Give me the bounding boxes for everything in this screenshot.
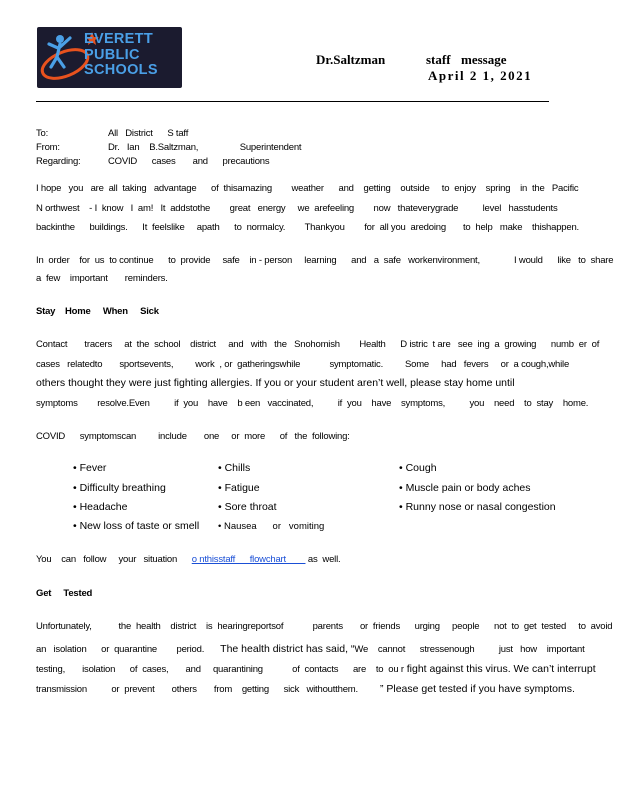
get-tested-line-4 bbox=[36, 679, 575, 697]
get-tested-line-4b: ” Please get tested if you have symptoms. bbox=[379, 683, 575, 695]
get-tested-line-2a: an isolation or quarantine period. bbox=[36, 644, 205, 655]
symptom-chills: • Chills bbox=[218, 462, 251, 474]
to-label: To: bbox=[36, 128, 49, 139]
paragraph-1-line-3: backinthe buildings. It feelslike apath to normalcy. Thankyou for all you aredoing to help make thishappen. bbox=[36, 222, 579, 233]
follow-prefix: You can follow your situation bbox=[36, 554, 192, 565]
header-message: message bbox=[461, 52, 507, 67]
symptoms-intro: COVID symptomscan include one or more of the following: bbox=[36, 431, 350, 442]
symptom-muscle-pain: • Muscle pain or body aches bbox=[399, 482, 531, 494]
get-tested-line-3 bbox=[36, 659, 596, 677]
paragraph-2-line-2: a few important reminders. bbox=[36, 273, 168, 284]
symptom-fever: • Fever bbox=[73, 462, 107, 474]
get-tested-line-2 bbox=[36, 639, 585, 657]
paragraph-2-line-1: In order for us to continue to provide safe in - person learning and a safe workenvironment, I would like to share bbox=[36, 255, 614, 266]
logo-wordmark bbox=[84, 32, 158, 79]
staff-flowchart-link[interactable]: o nthisstaff flowchart bbox=[191, 554, 306, 565]
section-heading-get-tested: Get Tested bbox=[36, 588, 93, 599]
header-date: April 2 1, 2021 bbox=[428, 68, 533, 83]
symptom-headache: • Headache bbox=[73, 501, 128, 513]
district-logo bbox=[37, 27, 182, 88]
get-tested-line-2b: The health district has said, “ bbox=[220, 643, 355, 655]
stay-home-line-1: Contact tracers at the school district and with the Snohomish Health D istric t are see ing a growing numb er of bbox=[36, 339, 600, 350]
to-value: All District S taff bbox=[108, 128, 189, 139]
stay-home-line-2: cases relatedto sportsevents, work , or gatheringswhile symptomatic. Some had fevers or a cough,while bbox=[36, 359, 570, 370]
section-heading-stay-home: Stay Home When Sick bbox=[36, 306, 159, 317]
regarding-label: Regarding: bbox=[36, 156, 81, 167]
paragraph-1-line-1: I hope you are all taking advantage of thisamazing weather and getting outside to enjoy spring in the Pacific bbox=[36, 183, 579, 194]
symptom-runny-nose: • Runny nose or nasal congestion bbox=[399, 501, 556, 513]
symptom-fatigue: • Fatigue bbox=[218, 482, 260, 494]
get-tested-line-2c: We cannot stressenough just how important bbox=[354, 644, 585, 655]
stay-home-line-3: others thought they were just fighting allergies. If you or your student aren’t well, please stay home until bbox=[36, 377, 515, 389]
get-tested-line-4a: transmission or prevent others from getting sick withoutthem. bbox=[36, 684, 358, 695]
regarding-value: COVID cases and precautions bbox=[108, 156, 270, 167]
get-tested-line-1: Unfortunately, the health district is hearingreportsof parents or friends urging people not to get tested to avoid bbox=[36, 621, 613, 632]
stay-home-line-4: symptoms resolve.Even if you have b een vaccinated, if you have symptoms, you need to stay home. bbox=[36, 398, 589, 409]
follow-suffix: as well. bbox=[305, 554, 341, 565]
header-divider bbox=[36, 101, 549, 102]
logo-line-1: EVERETT bbox=[84, 31, 153, 47]
from-label: From: bbox=[36, 142, 60, 153]
get-tested-line-3a: testing, isolation of cases, and quarantining of contacts are to ou r bbox=[36, 664, 404, 675]
paragraph-1-line-2: N orthwest - I know I am! It addstothe great energy we arefeeling now thateverygrade level hasstudents bbox=[36, 203, 558, 214]
symptom-nausea: • Nausea or vomiting bbox=[218, 521, 325, 532]
logo-line-3: SCHOOLS bbox=[84, 62, 158, 78]
follow-line bbox=[36, 554, 340, 566]
header-staff: staff bbox=[426, 52, 451, 67]
logo-line-2: PUBLIC bbox=[84, 46, 140, 63]
from-value: Dr. Ian B.Saltzman, Superintendent bbox=[108, 142, 302, 153]
header-author: Dr.Saltzman bbox=[316, 52, 386, 67]
get-tested-line-3b: fight against this virus. We can’t interrupt bbox=[403, 663, 596, 675]
symptom-difficulty-breathing: • Difficulty breathing bbox=[73, 482, 166, 494]
symptom-sore-throat: • Sore throat bbox=[218, 501, 277, 513]
symptom-loss-of-taste: • New loss of taste or smell bbox=[73, 520, 200, 532]
symptom-cough: • Cough bbox=[399, 462, 437, 474]
